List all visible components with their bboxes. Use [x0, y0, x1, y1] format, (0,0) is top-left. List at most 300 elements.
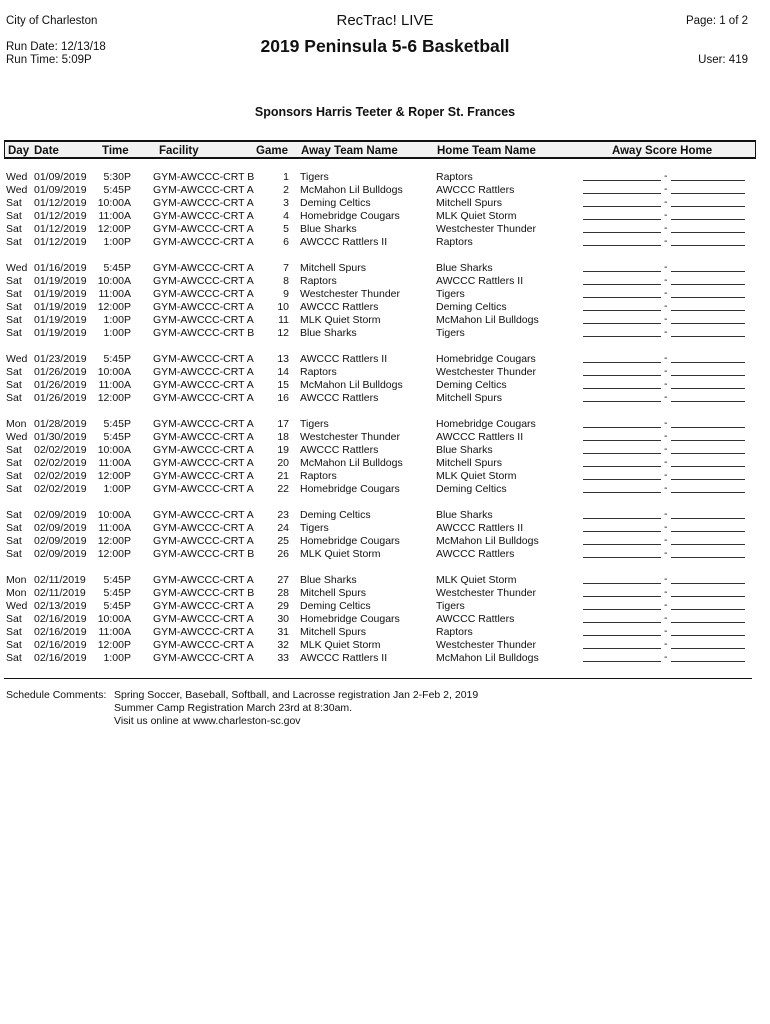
away-score-blank[interactable]: [583, 284, 661, 285]
away-score-blank[interactable]: [583, 453, 661, 454]
cell-date: 02/16/2019: [34, 652, 87, 664]
home-score-blank[interactable]: [671, 544, 745, 545]
away-score-blank[interactable]: [583, 518, 661, 519]
page-indicator: Page: 1 of 2: [685, 15, 748, 27]
cell-time: 10:00A: [97, 444, 131, 456]
cell-away-team: Homebridge Cougars: [300, 613, 400, 625]
cell-away-team: McMahon Lil Bulldogs: [300, 184, 403, 196]
away-score-blank[interactable]: [583, 635, 661, 636]
cell-facility: GYM-AWCCC-CRT A: [153, 431, 254, 443]
table-row: [0, 613, 770, 626]
cell-time: 10:00A: [97, 509, 131, 521]
away-score-blank[interactable]: [583, 531, 661, 532]
cell-facility: GYM-AWCCC-CRT A: [153, 639, 254, 651]
score-entry[interactable]: [0, 419, 770, 428]
score-entry[interactable]: [0, 627, 770, 636]
score-entry[interactable]: [0, 302, 770, 311]
home-score-blank[interactable]: [671, 401, 745, 402]
score-entry[interactable]: [0, 354, 770, 363]
home-score-blank[interactable]: [671, 375, 745, 376]
cell-game: 5: [283, 223, 289, 235]
home-score-blank[interactable]: [671, 219, 745, 220]
cell-date: 02/02/2019: [34, 457, 87, 469]
cell-date: 01/09/2019: [34, 171, 87, 183]
home-score-blank[interactable]: [671, 557, 745, 558]
home-score-blank[interactable]: [671, 622, 745, 623]
home-score-blank[interactable]: [671, 648, 745, 649]
footer-divider: [4, 678, 752, 679]
cell-time: 5:45P: [103, 184, 131, 196]
away-score-blank[interactable]: [583, 388, 661, 389]
cell-facility: GYM-AWCCC-CRT B: [153, 587, 255, 599]
score-separator: -: [664, 391, 668, 403]
cell-day: Sat: [6, 444, 22, 456]
cell-date: 01/12/2019: [34, 210, 87, 222]
cell-game: 28: [277, 587, 289, 599]
cell-day: Sat: [6, 275, 22, 287]
cell-time: 5:45P: [103, 600, 131, 612]
cell-day: Sat: [6, 366, 22, 378]
score-entry[interactable]: [0, 237, 770, 246]
cell-date: 02/09/2019: [34, 548, 87, 560]
score-separator: -: [664, 443, 668, 455]
home-score-blank[interactable]: [671, 531, 745, 532]
cell-day: Sat: [6, 535, 22, 547]
home-score-blank[interactable]: [671, 245, 745, 246]
home-score-blank[interactable]: [671, 193, 745, 194]
score-entry[interactable]: [0, 614, 770, 623]
home-score-blank[interactable]: [671, 310, 745, 311]
score-entry[interactable]: [0, 289, 770, 298]
score-entry[interactable]: [0, 484, 770, 493]
cell-time: 11:00A: [98, 210, 131, 222]
cell-away-team: AWCCC Rattlers II: [300, 353, 388, 365]
table-row: [0, 392, 770, 405]
cell-facility: GYM-AWCCC-CRT A: [153, 652, 254, 664]
cell-game: 21: [277, 470, 289, 482]
comment-line: Visit us online at www.charleston-sc.gov: [114, 715, 301, 727]
score-entry[interactable]: [0, 328, 770, 337]
organization-name: City of Charleston: [6, 15, 98, 27]
cell-game: 18: [277, 431, 289, 443]
home-score-blank[interactable]: [671, 518, 745, 519]
score-separator: -: [664, 209, 668, 221]
score-separator: -: [664, 547, 668, 559]
score-separator: -: [664, 508, 668, 520]
score-entry[interactable]: [0, 523, 770, 532]
score-separator: -: [664, 170, 668, 182]
home-score-blank[interactable]: [671, 297, 745, 298]
cell-facility: GYM-AWCCC-CRT A: [153, 418, 254, 430]
cell-away-team: AWCCC Rattlers: [300, 392, 379, 404]
cell-game: 29: [277, 600, 289, 612]
cell-day: Sat: [6, 301, 22, 313]
cell-time: 11:00A: [98, 288, 131, 300]
table-row: [0, 639, 770, 652]
score-entry[interactable]: [0, 471, 770, 480]
score-separator: -: [664, 222, 668, 234]
score-entry[interactable]: [0, 198, 770, 207]
cell-away-team: Deming Celtics: [300, 197, 371, 209]
home-score-blank[interactable]: [671, 440, 745, 441]
score-separator: -: [664, 287, 668, 299]
sponsors-line: Sponsors Harris Teeter & Roper St. Frances: [254, 105, 516, 119]
away-score-blank[interactable]: [583, 440, 661, 441]
home-score-blank[interactable]: [671, 635, 745, 636]
table-row: [0, 379, 770, 392]
cell-date: 01/23/2019: [34, 353, 87, 365]
cell-day: Sat: [6, 548, 22, 560]
cell-game: 10: [277, 301, 289, 313]
cell-facility: GYM-AWCCC-CRT A: [153, 444, 254, 456]
score-separator: -: [664, 469, 668, 481]
cell-time: 5:45P: [103, 418, 131, 430]
away-score-blank[interactable]: [583, 479, 661, 480]
score-separator: -: [664, 313, 668, 325]
away-score-blank[interactable]: [583, 583, 661, 584]
cell-date: 02/02/2019: [34, 483, 87, 495]
cell-away-team: Mitchell Spurs: [300, 587, 366, 599]
score-entry[interactable]: [0, 211, 770, 220]
cell-home-team: Mitchell Spurs: [436, 457, 502, 469]
score-separator: -: [664, 352, 668, 364]
cell-away-team: AWCCC Rattlers: [300, 444, 379, 456]
cell-game: 33: [277, 652, 289, 664]
cell-facility: GYM-AWCCC-CRT A: [153, 392, 254, 404]
score-separator: -: [664, 430, 668, 442]
score-entry[interactable]: [0, 653, 770, 662]
cell-facility: GYM-AWCCC-CRT A: [153, 457, 254, 469]
cell-day: Sat: [6, 288, 22, 300]
cell-time: 12:00P: [97, 301, 131, 313]
cell-game: 7: [283, 262, 289, 274]
cell-time: 12:00P: [97, 223, 131, 235]
cell-time: 5:45P: [103, 587, 131, 599]
home-score-blank[interactable]: [671, 466, 745, 467]
cell-away-team: Mitchell Spurs: [300, 262, 366, 274]
cell-facility: GYM-AWCCC-CRT A: [153, 223, 254, 235]
away-score-blank[interactable]: [583, 648, 661, 649]
away-score-blank[interactable]: [583, 362, 661, 363]
cell-day: Sat: [6, 197, 22, 209]
away-score-blank[interactable]: [583, 297, 661, 298]
cell-home-team: Homebridge Cougars: [436, 418, 536, 430]
cell-game: 8: [283, 275, 289, 287]
cell-date: 02/09/2019: [34, 522, 87, 534]
table-row: [0, 301, 770, 314]
cell-time: 1:00P: [103, 314, 131, 326]
home-score-blank[interactable]: [671, 596, 745, 597]
cell-facility: GYM-AWCCC-CRT B: [153, 327, 255, 339]
score-entry[interactable]: [0, 640, 770, 649]
table-row: [0, 470, 770, 483]
away-score-blank[interactable]: [583, 336, 661, 337]
home-score-blank[interactable]: [671, 336, 745, 337]
cell-game: 11: [278, 314, 289, 326]
cell-home-team: Westchester Thunder: [436, 639, 536, 651]
cell-home-team: Westchester Thunder: [436, 366, 536, 378]
cell-day: Sat: [6, 639, 22, 651]
table-row: [0, 275, 770, 288]
away-score-blank[interactable]: [583, 219, 661, 220]
cell-away-team: Blue Sharks: [300, 223, 357, 235]
col-facility: Facility: [159, 145, 199, 157]
cell-home-team: Deming Celtics: [436, 301, 507, 313]
cell-date: 01/19/2019: [34, 275, 87, 287]
cell-home-team: AWCCC Rattlers II: [436, 522, 524, 534]
home-score-blank[interactable]: [671, 583, 745, 584]
col-game: Game: [256, 145, 288, 157]
cell-away-team: Mitchell Spurs: [300, 626, 366, 638]
cell-game: 9: [283, 288, 289, 300]
away-score-blank[interactable]: [583, 557, 661, 558]
cell-away-team: Tigers: [300, 522, 329, 534]
cell-away-team: McMahon Lil Bulldogs: [300, 457, 403, 469]
home-score-blank[interactable]: [671, 388, 745, 389]
home-score-blank[interactable]: [671, 323, 745, 324]
cell-away-team: Deming Celtics: [300, 509, 371, 521]
table-row: [0, 600, 770, 613]
score-entry[interactable]: [0, 393, 770, 402]
cell-time: 11:00A: [98, 626, 131, 638]
cell-away-team: Tigers: [300, 418, 329, 430]
cell-day: Wed: [6, 353, 28, 365]
cell-time: 5:45P: [103, 353, 131, 365]
cell-away-team: Blue Sharks: [300, 327, 357, 339]
cell-game: 32: [277, 639, 289, 651]
cell-date: 02/16/2019: [34, 613, 87, 625]
cell-home-team: AWCCC Rattlers II: [436, 275, 524, 287]
score-entry[interactable]: [0, 588, 770, 597]
cell-away-team: McMahon Lil Bulldogs: [300, 379, 403, 391]
cell-home-team: Westchester Thunder: [436, 587, 536, 599]
away-score-blank[interactable]: [583, 180, 661, 181]
away-score-blank[interactable]: [583, 427, 661, 428]
cell-time: 5:45P: [103, 574, 131, 586]
cell-game: 24: [277, 522, 289, 534]
cell-away-team: MLK Quiet Storm: [300, 548, 381, 560]
score-entry[interactable]: [0, 315, 770, 324]
cell-day: Sat: [6, 236, 22, 248]
score-entry[interactable]: [0, 510, 770, 519]
cell-away-team: AWCCC Rattlers II: [300, 652, 388, 664]
col-date: Date: [34, 145, 59, 157]
score-separator: -: [664, 274, 668, 286]
score-entry[interactable]: [0, 432, 770, 441]
cell-home-team: Westchester Thunder: [436, 223, 536, 235]
home-score-blank[interactable]: [671, 453, 745, 454]
cell-away-team: MLK Quiet Storm: [300, 314, 381, 326]
cell-day: Sat: [6, 457, 22, 469]
table-row: [0, 366, 770, 379]
score-separator: -: [664, 638, 668, 650]
schedule-comments-label: Schedule Comments:: [6, 689, 107, 701]
home-score-blank[interactable]: [671, 180, 745, 181]
home-score-blank[interactable]: [671, 661, 745, 662]
cell-facility: GYM-AWCCC-CRT A: [153, 314, 254, 326]
cell-away-team: Homebridge Cougars: [300, 535, 400, 547]
home-score-blank[interactable]: [671, 427, 745, 428]
score-entry[interactable]: [0, 367, 770, 376]
cell-time: 5:45P: [103, 262, 131, 274]
cell-day: Sat: [6, 314, 22, 326]
score-entry[interactable]: [0, 445, 770, 454]
cell-date: 01/16/2019: [34, 262, 87, 274]
home-score-blank[interactable]: [671, 206, 745, 207]
away-score-blank[interactable]: [583, 232, 661, 233]
cell-game: 19: [277, 444, 289, 456]
cell-day: Sat: [6, 626, 22, 638]
cell-day: Sat: [6, 392, 22, 404]
cell-facility: GYM-AWCCC-CRT A: [153, 353, 254, 365]
home-score-blank[interactable]: [671, 284, 745, 285]
cell-date: 01/12/2019: [34, 197, 87, 209]
cell-game: 13: [277, 353, 289, 365]
cell-time: 12:00P: [97, 470, 131, 482]
table-row: [0, 236, 770, 249]
table-row: [0, 652, 770, 665]
home-score-blank[interactable]: [671, 271, 745, 272]
cell-away-team: Raptors: [300, 470, 337, 482]
cell-time: 12:00P: [97, 548, 131, 560]
away-score-blank[interactable]: [583, 323, 661, 324]
cell-time: 10:00A: [97, 197, 131, 209]
score-entry[interactable]: [0, 276, 770, 285]
user-id: User: 419: [698, 54, 748, 66]
cell-time: 10:00A: [97, 366, 131, 378]
score-separator: -: [664, 196, 668, 208]
score-entry[interactable]: [0, 601, 770, 610]
cell-date: 01/12/2019: [34, 223, 87, 235]
score-separator: -: [664, 586, 668, 598]
away-score-blank[interactable]: [583, 375, 661, 376]
cell-date: 02/02/2019: [34, 470, 87, 482]
cell-time: 12:00P: [97, 535, 131, 547]
away-score-blank[interactable]: [583, 661, 661, 662]
cell-time: 12:00P: [97, 639, 131, 651]
score-entry[interactable]: [0, 224, 770, 233]
score-entry[interactable]: [0, 549, 770, 558]
cell-away-team: Blue Sharks: [300, 574, 357, 586]
home-score-blank[interactable]: [671, 232, 745, 233]
cell-day: Mon: [6, 418, 27, 430]
cell-day: Sat: [6, 613, 22, 625]
score-separator: -: [664, 235, 668, 247]
table-row: [0, 184, 770, 197]
home-score-blank[interactable]: [671, 362, 745, 363]
cell-date: 01/19/2019: [34, 314, 87, 326]
cell-time: 10:00A: [97, 275, 131, 287]
score-separator: -: [664, 326, 668, 338]
table-row: [0, 509, 770, 522]
score-entry[interactable]: [0, 172, 770, 181]
score-entry[interactable]: [0, 263, 770, 272]
away-score-blank[interactable]: [583, 622, 661, 623]
cell-facility: GYM-AWCCC-CRT A: [153, 379, 254, 391]
cell-day: Sat: [6, 483, 22, 495]
cell-game: 25: [277, 535, 289, 547]
cell-home-team: Tigers: [436, 327, 465, 339]
score-separator: -: [664, 521, 668, 533]
cell-date: 01/19/2019: [34, 301, 87, 313]
table-row: [0, 535, 770, 548]
cell-game: 12: [277, 327, 289, 339]
away-score-blank[interactable]: [583, 466, 661, 467]
comment-line: Summer Camp Registration March 23rd at 8:30am.: [114, 702, 353, 714]
cell-home-team: Tigers: [436, 600, 465, 612]
table-row: [0, 197, 770, 210]
score-entry[interactable]: [0, 575, 770, 584]
cell-home-team: Homebridge Cougars: [436, 353, 536, 365]
cell-facility: GYM-AWCCC-CRT A: [153, 522, 254, 534]
away-score-blank[interactable]: [583, 193, 661, 194]
cell-game: 1: [283, 171, 289, 183]
home-score-blank[interactable]: [671, 492, 745, 493]
home-score-blank[interactable]: [671, 479, 745, 480]
cell-home-team: Raptors: [436, 236, 473, 248]
score-entry[interactable]: [0, 536, 770, 545]
score-entry[interactable]: [0, 458, 770, 467]
table-row: [0, 327, 770, 340]
away-score-blank[interactable]: [583, 206, 661, 207]
away-score-blank[interactable]: [583, 245, 661, 246]
cell-facility: GYM-AWCCC-CRT A: [153, 197, 254, 209]
away-score-blank[interactable]: [583, 492, 661, 493]
home-score-blank[interactable]: [671, 609, 745, 610]
cell-away-team: Homebridge Cougars: [300, 210, 400, 222]
away-score-blank[interactable]: [583, 544, 661, 545]
table-row: [0, 574, 770, 587]
cell-away-team: Tigers: [300, 171, 329, 183]
cell-game: 22: [277, 483, 289, 495]
cell-home-team: MLK Quiet Storm: [436, 210, 517, 222]
cell-game: 16: [277, 392, 289, 404]
table-row: [0, 210, 770, 223]
cell-away-team: MLK Quiet Storm: [300, 639, 381, 651]
cell-day: Wed: [6, 184, 28, 196]
cell-away-team: Homebridge Cougars: [300, 483, 400, 495]
cell-home-team: AWCCC Rattlers II: [436, 431, 524, 443]
away-score-blank[interactable]: [583, 609, 661, 610]
cell-time: 12:00P: [97, 392, 131, 404]
cell-facility: GYM-AWCCC-CRT A: [153, 262, 254, 274]
cell-time: 1:00P: [103, 652, 131, 664]
cell-time: 11:00A: [98, 457, 131, 469]
cell-home-team: McMahon Lil Bulldogs: [436, 652, 539, 664]
away-score-blank[interactable]: [583, 596, 661, 597]
cell-home-team: Mitchell Spurs: [436, 197, 502, 209]
cell-time: 1:00P: [103, 483, 131, 495]
table-row: [0, 288, 770, 301]
score-separator: -: [664, 482, 668, 494]
score-entry[interactable]: [0, 380, 770, 389]
away-score-blank[interactable]: [583, 401, 661, 402]
cell-date: 01/28/2019: [34, 418, 87, 430]
cell-facility: GYM-AWCCC-CRT A: [153, 184, 254, 196]
away-score-blank[interactable]: [583, 271, 661, 272]
cell-home-team: AWCCC Rattlers: [436, 548, 515, 560]
score-entry[interactable]: [0, 185, 770, 194]
cell-day: Sat: [6, 223, 22, 235]
cell-date: 02/16/2019: [34, 626, 87, 638]
away-score-blank[interactable]: [583, 310, 661, 311]
cell-game: 4: [283, 210, 289, 222]
cell-day: Mon: [6, 587, 27, 599]
cell-time: 5:30P: [103, 171, 131, 183]
score-separator: -: [664, 183, 668, 195]
cell-home-team: Deming Celtics: [436, 483, 507, 495]
score-separator: -: [664, 612, 668, 624]
